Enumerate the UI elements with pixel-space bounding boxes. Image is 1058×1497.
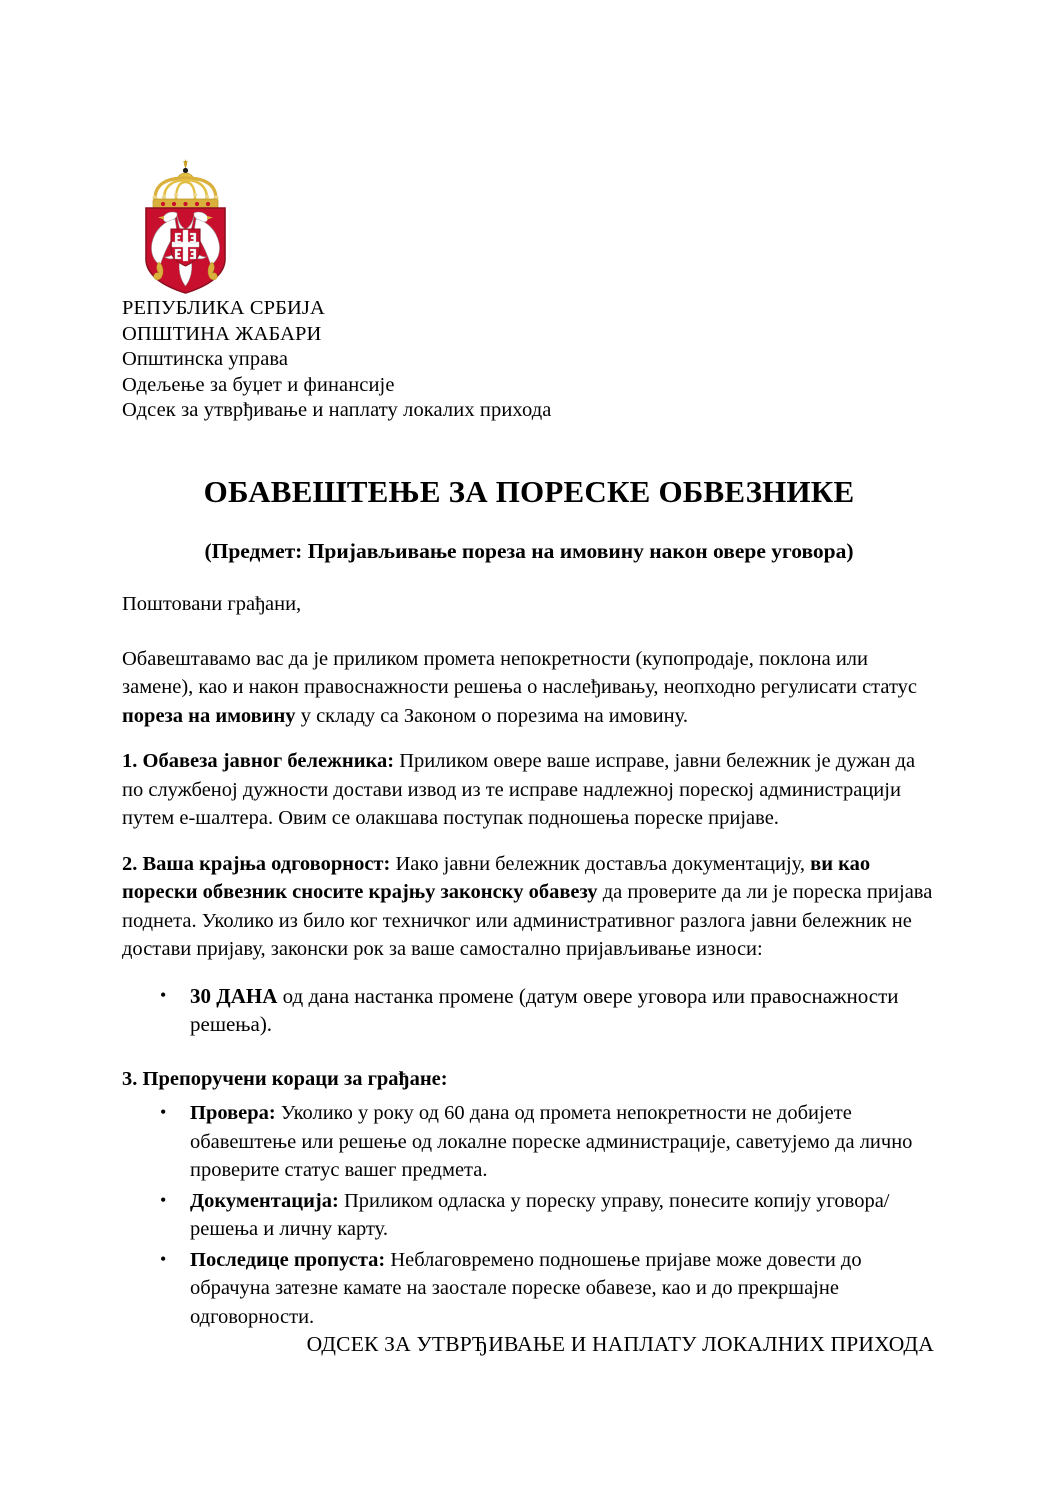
intro-text-part2: у складу са Законом о порезима на имовину. (295, 704, 688, 727)
list-item (122, 1187, 934, 1244)
page-title: ОБАВЕШТЕЊЕ ЗА ПОРЕСКЕ ОБВЕЗНИКЕ (203, 474, 855, 509)
step-1-text: Уколико у року од 60 дана од промета непокретности не добијете обавештење или решење од локалне пореске администрације, саветујемо да лично проверите статус вашег предмета. (190, 1102, 913, 1181)
intro-text-part1: Обавештавамо вас да је приликом промета непокретности (купопродаје, поклона или замене), као и након правоснажности решења о наслеђивању, неопходно регулисати статус (122, 647, 917, 698)
section3-heading: 3. Препоручени кораци за грађане: (122, 1067, 448, 1090)
org-line-department: Одељење за буџет и финансије (122, 373, 395, 396)
org-line-republic: РЕПУБЛИКА СРБИЈА (122, 297, 325, 319)
section2-bold-liability: ви као порески обвезник сносите крајњу законску обавезу (122, 852, 871, 903)
recommended-steps-list (122, 1099, 934, 1331)
section2-heading: 2. Ваша крајња одговорност: (122, 852, 391, 875)
section2-text-part2: да проверите да ли је пореска пријава поднета. Уколико из било ког техничког или административног разлога јавни бележник не достави пријаву, законски рок за ваше самостално пријављивање износи: (122, 881, 933, 960)
deadline-bold-30-days: 30 ДАНА (190, 983, 278, 1008)
list-item (122, 1246, 934, 1332)
section2-text-part1: Иако јавни бележник доставља документацију, (390, 852, 811, 875)
org-line-section: Одсек за утврђивање и наплату локалих прихода (122, 399, 552, 421)
section1-paragraph (122, 747, 934, 833)
step-3-label: Последице пропуста: (190, 1248, 386, 1271)
deadline-list (122, 982, 934, 1039)
footer-signature: ОДСЕК ЗА УТВРЂИВАЊЕ И НАПЛАТУ ЛОКАЛНИХ ПРИХОДА (306, 1332, 934, 1356)
step-2-text: Приликом одласка у пореску управу, понесите копију уговора/решења и личну карту. (190, 1189, 890, 1240)
org-line-municipality: ОПШТИНА ЖАБАРИ (122, 322, 322, 345)
step-1-label: Провера: (190, 1102, 276, 1124)
organization-header (122, 296, 822, 424)
deadline-text: од дана настанка промене (датум овере уговора или правоснажности решења). (190, 983, 899, 1036)
section1-heading: 1. Обавеза јавног бележника: (122, 750, 395, 772)
step-3-text: Неблаговремено подношење пријаве може довести до обрачуна затезне камате на заостале пореске обавезе, као и до прекршајне одговорности. (190, 1248, 862, 1328)
intro-paragraph (122, 645, 934, 731)
step-2-label: Документација: (190, 1189, 339, 1212)
intro-bold-property-tax: пореза на имовину (122, 704, 296, 727)
greeting-paragraph (122, 590, 934, 619)
greeting-text: Поштовани грађани, (122, 593, 302, 615)
org-line-administration: Општинска управа (122, 348, 289, 370)
section1-text: Приликом овере ваше исправе, јавни бележник је дужан да по службеној дужности достави извод из те исправе надлежној пореској администрацији путем е-шалтера. Овим се олакшава поступак подношења пореске пријаве. (122, 750, 916, 829)
page-subtitle: (Предмет: Пријављивање пореза на имовину након овере уговора) (204, 539, 854, 563)
document-body (122, 590, 934, 1349)
section2-paragraph (122, 850, 934, 964)
list-item (122, 982, 934, 1039)
serbian-coat-of-arms-icon (133, 155, 238, 295)
list-item (122, 1099, 934, 1185)
